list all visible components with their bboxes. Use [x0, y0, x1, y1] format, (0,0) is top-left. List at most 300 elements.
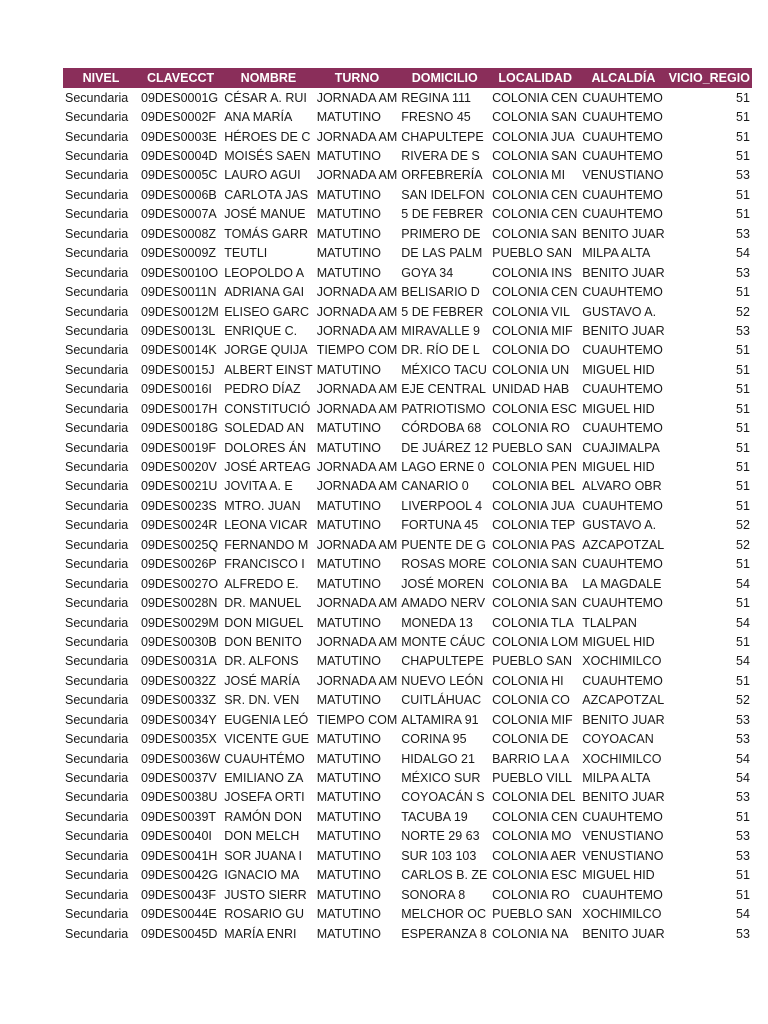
cell-turno[interactable]: MATUTINO — [316, 421, 382, 436]
cell-turno[interactable]: JORNADA AM — [316, 460, 398, 475]
cell-servicio-regional[interactable]: 51 — [736, 382, 750, 397]
cell-turno[interactable]: JORNADA AM — [316, 90, 398, 105]
cell-clavecct[interactable]: 09DES0016I — [141, 382, 212, 397]
cell-servicio-regional[interactable]: 53 — [736, 712, 750, 727]
cell-turno[interactable]: MATUTINO — [316, 187, 382, 202]
cell-nivel[interactable]: Secundaria — [65, 907, 129, 922]
cell-nombre[interactable]: SOLEDAD AN — [224, 421, 305, 436]
cell-domicilio[interactable]: MIRAVALLE 9 — [401, 323, 481, 338]
cell-alcaldia[interactable]: MIGUEL HID — [582, 401, 655, 416]
cell-turno[interactable]: JORNADA AM — [316, 304, 398, 319]
cell-turno[interactable]: MATUTINO — [316, 868, 382, 883]
cell-servicio-regional[interactable]: 51 — [736, 479, 750, 494]
cell-turno[interactable]: MATUTINO — [316, 498, 382, 513]
cell-clavecct[interactable]: 09DES0014K — [141, 343, 217, 358]
cell-clavecct[interactable]: 09DES0010O — [141, 265, 219, 280]
cell-localidad[interactable]: COLONIA TEP — [492, 518, 576, 533]
cell-clavecct[interactable]: 09DES0008Z — [141, 226, 217, 241]
cell-nombre[interactable]: HÉROES DE C — [224, 129, 311, 144]
cell-nivel[interactable]: Secundaria — [65, 323, 129, 338]
cell-servicio-regional[interactable]: 51 — [736, 110, 750, 125]
cell-localidad[interactable]: COLONIA SAN — [492, 557, 577, 572]
cell-nombre[interactable]: DR. ALFONS — [224, 654, 299, 669]
cell-alcaldia[interactable]: CUAUHTEMO — [582, 207, 663, 222]
cell-alcaldia[interactable]: COYOACAN — [582, 732, 654, 747]
cell-servicio-regional[interactable]: 51 — [736, 401, 750, 416]
cell-localidad[interactable]: COLONIA NA — [492, 926, 569, 941]
cell-localidad[interactable]: COLONIA RO — [492, 887, 570, 902]
cell-clavecct[interactable]: 09DES0023S — [141, 498, 217, 513]
cell-clavecct[interactable]: 09DES0035X — [141, 732, 217, 747]
column-header-domicilio[interactable]: DOMICILIO — [399, 68, 490, 88]
cell-nivel[interactable]: Secundaria — [65, 557, 129, 572]
cell-nivel[interactable]: Secundaria — [65, 732, 129, 747]
cell-servicio-regional[interactable]: 52 — [736, 518, 750, 533]
cell-alcaldia[interactable]: CUAUHTEMO — [582, 285, 663, 300]
cell-turno[interactable]: MATUTINO — [316, 246, 382, 261]
cell-clavecct[interactable]: 09DES0040I — [141, 829, 212, 844]
cell-localidad[interactable]: COLONIA CEN — [492, 285, 578, 300]
cell-servicio-regional[interactable]: 54 — [736, 751, 750, 766]
cell-clavecct[interactable]: 09DES0024R — [141, 518, 218, 533]
cell-alcaldia[interactable]: BENITO JUAR — [582, 712, 665, 727]
cell-nombre[interactable]: TOMÁS GARR — [224, 226, 309, 241]
cell-localidad[interactable]: COLONIA HI — [492, 673, 564, 688]
cell-turno[interactable]: MATUTINO — [316, 557, 382, 572]
cell-servicio-regional[interactable]: 52 — [736, 693, 750, 708]
cell-servicio-regional[interactable]: 51 — [736, 440, 750, 455]
cell-clavecct[interactable]: 09DES0042G — [141, 868, 219, 883]
cell-clavecct[interactable]: 09DES0044E — [141, 907, 217, 922]
cell-nombre[interactable]: MARÍA ENRI — [224, 926, 297, 941]
cell-domicilio[interactable]: MELCHOR OC — [401, 907, 486, 922]
cell-domicilio[interactable]: SUR 103 103 — [401, 848, 477, 863]
cell-alcaldia[interactable]: GUSTAVO A. — [582, 518, 657, 533]
cell-localidad[interactable]: COLONIA BEL — [492, 479, 575, 494]
cell-clavecct[interactable]: 09DES0001G — [141, 90, 219, 105]
cell-turno[interactable]: MATUTINO — [316, 751, 382, 766]
cell-servicio-regional[interactable]: 51 — [736, 809, 750, 824]
cell-alcaldia[interactable]: VENUSTIANO — [582, 829, 664, 844]
cell-domicilio[interactable]: BELISARIO D — [401, 285, 480, 300]
cell-nombre[interactable]: JOSÉ ARTEAG — [224, 460, 311, 475]
cell-servicio-regional[interactable]: 53 — [736, 265, 750, 280]
cell-domicilio[interactable]: COYOACÁN S — [401, 790, 485, 805]
cell-turno[interactable]: MATUTINO — [316, 809, 382, 824]
cell-clavecct[interactable]: 09DES0009Z — [141, 246, 217, 261]
cell-nivel[interactable]: Secundaria — [65, 576, 129, 591]
cell-nivel[interactable]: Secundaria — [65, 829, 129, 844]
cell-domicilio[interactable]: MONEDA 13 — [401, 615, 473, 630]
cell-alcaldia[interactable]: CUAUHTEMO — [582, 343, 663, 358]
cell-turno[interactable]: JORNADA AM — [316, 673, 398, 688]
cell-alcaldia[interactable]: ALVARO OBR — [582, 479, 662, 494]
cell-turno[interactable]: MATUTINO — [316, 693, 382, 708]
cell-turno[interactable]: MATUTINO — [316, 615, 382, 630]
cell-turno[interactable]: MATUTINO — [316, 207, 382, 222]
cell-nombre[interactable]: LEOPOLDO A — [224, 265, 305, 280]
cell-alcaldia[interactable]: BENITO JUAR — [582, 226, 665, 241]
column-header-nombre[interactable]: NOMBRE — [222, 68, 314, 88]
cell-nivel[interactable]: Secundaria — [65, 265, 129, 280]
cell-localidad[interactable]: COLONIA BA — [492, 576, 568, 591]
cell-turno[interactable]: JORNADA AM — [316, 382, 398, 397]
cell-localidad[interactable]: COLONIA MO — [492, 829, 572, 844]
cell-nombre[interactable]: DON BENITO — [224, 634, 302, 649]
cell-clavecct[interactable]: 09DES0030B — [141, 634, 217, 649]
cell-nivel[interactable]: Secundaria — [65, 440, 129, 455]
cell-clavecct[interactable]: 09DES0041H — [141, 848, 218, 863]
cell-localidad[interactable]: PUEBLO SAN — [492, 440, 572, 455]
cell-localidad[interactable]: COLONIA SAN — [492, 226, 577, 241]
cell-domicilio[interactable]: CHAPULTEPE — [401, 129, 484, 144]
cell-alcaldia[interactable]: CUAUHTEMO — [582, 90, 663, 105]
cell-alcaldia[interactable]: CUAUHTEMO — [582, 498, 663, 513]
cell-alcaldia[interactable]: CUAUHTEMO — [582, 187, 663, 202]
cell-domicilio[interactable]: REGINA 111 — [401, 90, 471, 105]
cell-alcaldia[interactable]: CUAUHTEMO — [582, 129, 663, 144]
cell-clavecct[interactable]: 09DES0006B — [141, 187, 217, 202]
cell-nombre[interactable]: EUGENIA LEÓ — [224, 712, 309, 727]
cell-domicilio[interactable]: ROSAS MORE — [401, 557, 487, 572]
cell-alcaldia[interactable]: XOCHIMILCO — [582, 907, 662, 922]
cell-domicilio[interactable]: DE LAS PALM — [401, 246, 483, 261]
cell-servicio-regional[interactable]: 53 — [736, 732, 750, 747]
cell-nivel[interactable]: Secundaria — [65, 634, 129, 649]
cell-domicilio[interactable]: CANARIO 0 — [401, 479, 469, 494]
cell-alcaldia[interactable]: BENITO JUAR — [582, 926, 665, 941]
cell-domicilio[interactable]: EJE CENTRAL — [401, 382, 487, 397]
cell-domicilio[interactable]: 5 DE FEBRER — [401, 207, 484, 222]
cell-clavecct[interactable]: 09DES0031A — [141, 654, 217, 669]
column-header-clavecct[interactable]: CLAVECCT — [139, 68, 222, 88]
cell-nombre[interactable]: DON MIGUEL — [224, 615, 304, 630]
cell-alcaldia[interactable]: MIGUEL HID — [582, 868, 655, 883]
cell-clavecct[interactable]: 09DES0013L — [141, 323, 216, 338]
cell-domicilio[interactable]: ALTAMIRA 91 — [401, 712, 479, 727]
cell-servicio-regional[interactable]: 51 — [736, 460, 750, 475]
cell-clavecct[interactable]: 09DES0011N — [141, 285, 217, 300]
cell-nombre[interactable]: CUAUHTÉMO — [224, 751, 305, 766]
cell-localidad[interactable]: COLONIA VIL — [492, 304, 570, 319]
cell-nombre[interactable]: DON MELCH — [224, 829, 300, 844]
cell-nombre[interactable]: CARLOTA JAS — [224, 187, 309, 202]
cell-nombre[interactable]: SOR JUANA I — [224, 848, 303, 863]
cell-alcaldia[interactable]: MIGUEL HID — [582, 634, 655, 649]
cell-localidad[interactable]: COLONIA CO — [492, 693, 570, 708]
cell-turno[interactable]: MATUTINO — [316, 829, 382, 844]
cell-nombre[interactable]: JOVITA A. E — [224, 479, 293, 494]
cell-nombre[interactable]: EMILIANO ZA — [224, 771, 304, 786]
cell-nombre[interactable]: ALBERT EINST — [224, 362, 313, 377]
cell-turno[interactable]: MATUTINO — [316, 518, 382, 533]
cell-localidad[interactable]: PUEBLO SAN — [492, 246, 572, 261]
cell-clavecct[interactable]: 09DES0015J — [141, 362, 215, 377]
cell-domicilio[interactable]: FORTUNA 45 — [401, 518, 479, 533]
cell-domicilio[interactable]: JOSÉ MOREN — [401, 576, 484, 591]
column-header-turno[interactable]: TURNO — [315, 68, 400, 88]
cell-clavecct[interactable]: 09DES0025Q — [141, 537, 219, 552]
cell-nivel[interactable]: Secundaria — [65, 537, 129, 552]
cell-localidad[interactable]: PUEBLO VILL — [492, 771, 573, 786]
cell-servicio-regional[interactable]: 51 — [736, 421, 750, 436]
cell-turno[interactable]: JORNADA AM — [316, 479, 398, 494]
cell-clavecct[interactable]: 09DES0020V — [141, 460, 217, 475]
cell-localidad[interactable]: COLONIA INS — [492, 265, 572, 280]
cell-nivel[interactable]: Secundaria — [65, 751, 129, 766]
cell-servicio-regional[interactable]: 51 — [736, 362, 750, 377]
cell-nivel[interactable]: Secundaria — [65, 168, 129, 183]
cell-clavecct[interactable]: 09DES0002F — [141, 110, 217, 125]
cell-servicio-regional[interactable]: 51 — [736, 90, 750, 105]
cell-alcaldia[interactable]: XOCHIMILCO — [582, 654, 662, 669]
cell-alcaldia[interactable]: VENUSTIANO — [582, 848, 664, 863]
cell-nombre[interactable]: DOLORES ÁN — [224, 440, 307, 455]
cell-nivel[interactable]: Secundaria — [65, 693, 129, 708]
cell-localidad[interactable]: COLONIA CEN — [492, 90, 578, 105]
cell-servicio-regional[interactable]: 51 — [736, 596, 750, 611]
cell-domicilio[interactable]: LIVERPOOL 4 — [401, 498, 483, 513]
cell-localidad[interactable]: PUEBLO SAN — [492, 654, 572, 669]
cell-localidad[interactable]: COLONIA CEN — [492, 187, 578, 202]
cell-turno[interactable]: MATUTINO — [316, 732, 382, 747]
cell-nivel[interactable]: Secundaria — [65, 771, 129, 786]
cell-domicilio[interactable]: LAGO ERNE 0 — [401, 460, 485, 475]
cell-nivel[interactable]: Secundaria — [65, 498, 129, 513]
cell-clavecct[interactable]: 09DES0043F — [141, 887, 217, 902]
cell-nivel[interactable]: Secundaria — [65, 343, 129, 358]
cell-localidad[interactable]: COLONIA TLA — [492, 615, 574, 630]
cell-nombre[interactable]: IGNACIO MA — [224, 868, 300, 883]
cell-localidad[interactable]: COLONIA PEN — [492, 460, 577, 475]
cell-turno[interactable]: JORNADA AM — [316, 129, 398, 144]
cell-nivel[interactable]: Secundaria — [65, 129, 129, 144]
cell-nivel[interactable]: Secundaria — [65, 848, 129, 863]
cell-turno[interactable]: MATUTINO — [316, 265, 382, 280]
cell-turno[interactable]: JORNADA AM — [316, 634, 398, 649]
cell-localidad[interactable]: COLONIA AER — [492, 848, 577, 863]
cell-clavecct[interactable]: 09DES0037V — [141, 771, 217, 786]
cell-servicio-regional[interactable]: 51 — [736, 187, 750, 202]
column-header-localidad[interactable]: LOCALIDAD — [490, 68, 580, 88]
cell-nivel[interactable]: Secundaria — [65, 712, 129, 727]
cell-localidad[interactable]: COLONIA LOM — [492, 634, 579, 649]
cell-alcaldia[interactable]: XOCHIMILCO — [582, 751, 662, 766]
cell-alcaldia[interactable]: MILPA ALTA — [582, 771, 651, 786]
cell-localidad[interactable]: COLONIA DE — [492, 732, 569, 747]
cell-domicilio[interactable]: CHAPULTEPE — [401, 654, 484, 669]
cell-turno[interactable]: MATUTINO — [316, 110, 382, 125]
cell-turno[interactable]: MATUTINO — [316, 887, 382, 902]
cell-nombre[interactable]: MOISÉS SAEN — [224, 149, 311, 164]
cell-nombre[interactable]: CÉSAR A. RUI — [224, 90, 307, 105]
cell-nivel[interactable]: Secundaria — [65, 518, 129, 533]
cell-nombre[interactable]: PEDRO DÍAZ — [224, 382, 301, 397]
cell-nivel[interactable]: Secundaria — [65, 596, 129, 611]
cell-localidad[interactable]: COLONIA CEN — [492, 809, 578, 824]
cell-servicio-regional[interactable]: 53 — [736, 829, 750, 844]
cell-servicio-regional[interactable]: 51 — [736, 634, 750, 649]
cell-servicio-regional[interactable]: 51 — [736, 557, 750, 572]
cell-servicio-regional[interactable]: 51 — [736, 207, 750, 222]
cell-clavecct[interactable]: 09DES0034Y — [141, 712, 217, 727]
cell-alcaldia[interactable]: CUAUHTEMO — [582, 809, 663, 824]
column-header-servicio-regional[interactable]: VICIO_REGIO — [667, 68, 752, 88]
cell-alcaldia[interactable]: CUAUHTEMO — [582, 596, 663, 611]
cell-servicio-regional[interactable]: 51 — [736, 887, 750, 902]
cell-localidad[interactable]: COLONIA SAN — [492, 110, 577, 125]
cell-domicilio[interactable]: CÓRDOBA 68 — [401, 421, 482, 436]
cell-turno[interactable]: MATUTINO — [316, 362, 382, 377]
cell-servicio-regional[interactable]: 54 — [736, 654, 750, 669]
cell-servicio-regional[interactable]: 51 — [736, 868, 750, 883]
cell-domicilio[interactable]: DR. RÍO DE L — [401, 343, 480, 358]
cell-alcaldia[interactable]: GUSTAVO A. — [582, 304, 657, 319]
cell-clavecct[interactable]: 09DES0018G — [141, 421, 219, 436]
cell-clavecct[interactable]: 09DES0012M — [141, 304, 219, 319]
cell-localidad[interactable]: COLONIA MI — [492, 168, 566, 183]
cell-alcaldia[interactable]: BENITO JUAR — [582, 790, 665, 805]
cell-nivel[interactable]: Secundaria — [65, 421, 129, 436]
cell-alcaldia[interactable]: VENUSTIANO — [582, 168, 664, 183]
cell-clavecct[interactable]: 09DES0027O — [141, 576, 219, 591]
cell-nombre[interactable]: RAMÓN DON — [224, 809, 302, 824]
cell-nivel[interactable]: Secundaria — [65, 460, 129, 475]
cell-servicio-regional[interactable]: 51 — [736, 498, 750, 513]
cell-domicilio[interactable]: SAN IDELFON — [401, 187, 485, 202]
cell-domicilio[interactable]: PUENTE DE G — [401, 537, 487, 552]
cell-nombre[interactable]: ENRIQUE C. — [224, 323, 298, 338]
cell-nivel[interactable]: Secundaria — [65, 868, 129, 883]
cell-localidad[interactable]: COLONIA UN — [492, 362, 570, 377]
cell-localidad[interactable]: COLONIA SAN — [492, 596, 577, 611]
cell-nivel[interactable]: Secundaria — [65, 207, 129, 222]
cell-alcaldia[interactable]: CUAUHTEMO — [582, 382, 663, 397]
cell-nombre[interactable]: JUSTO SIERR — [224, 887, 307, 902]
cell-servicio-regional[interactable]: 51 — [736, 129, 750, 144]
cell-clavecct[interactable]: 09DES0033Z — [141, 693, 217, 708]
cell-clavecct[interactable]: 09DES0017H — [141, 401, 218, 416]
cell-domicilio[interactable]: 5 DE FEBRER — [401, 304, 484, 319]
cell-alcaldia[interactable]: CUAUHTEMO — [582, 673, 663, 688]
cell-nombre[interactable]: ANA MARÍA — [224, 110, 293, 125]
cell-localidad[interactable]: BARRIO LA A — [492, 751, 570, 766]
cell-nombre[interactable]: VICENTE GUE — [224, 732, 309, 747]
cell-turno[interactable]: MATUTINO — [316, 149, 382, 164]
cell-nombre[interactable]: LAURO AGUI — [224, 168, 301, 183]
cell-nivel[interactable]: Secundaria — [65, 304, 129, 319]
cell-alcaldia[interactable]: CUAUHTEMO — [582, 110, 663, 125]
cell-nivel[interactable]: Secundaria — [65, 926, 129, 941]
cell-nombre[interactable]: ELISEO GARC — [224, 304, 309, 319]
cell-alcaldia[interactable]: TLALPAN — [582, 615, 637, 630]
cell-nivel[interactable]: Secundaria — [65, 285, 129, 300]
cell-turno[interactable]: MATUTINO — [316, 226, 382, 241]
cell-nombre[interactable]: JORGE QUIJA — [224, 343, 308, 358]
cell-nombre[interactable]: JOSÉ MANUE — [224, 207, 306, 222]
cell-alcaldia[interactable]: BENITO JUAR — [582, 323, 665, 338]
cell-nombre[interactable]: ROSARIO GU — [224, 907, 305, 922]
cell-alcaldia[interactable]: CUAUHTEMO — [582, 149, 663, 164]
cell-servicio-regional[interactable]: 54 — [736, 771, 750, 786]
cell-alcaldia[interactable]: MILPA ALTA — [582, 246, 651, 261]
cell-nombre[interactable]: DR. MANUEL — [224, 596, 302, 611]
cell-servicio-regional[interactable]: 53 — [736, 226, 750, 241]
cell-clavecct[interactable]: 09DES0032Z — [141, 673, 217, 688]
cell-domicilio[interactable]: MÉXICO TACU — [401, 362, 487, 377]
cell-turno[interactable]: TIEMPO COM — [316, 343, 398, 358]
cell-nivel[interactable]: Secundaria — [65, 90, 129, 105]
cell-domicilio[interactable]: RIVERA DE S — [401, 149, 480, 164]
cell-alcaldia[interactable]: LA MAGDALE — [582, 576, 662, 591]
cell-servicio-regional[interactable]: 51 — [736, 285, 750, 300]
cell-localidad[interactable]: COLONIA ESC — [492, 401, 577, 416]
cell-servicio-regional[interactable]: 51 — [736, 149, 750, 164]
cell-turno[interactable]: JORNADA AM — [316, 537, 398, 552]
cell-nivel[interactable]: Secundaria — [65, 187, 129, 202]
cell-clavecct[interactable]: 09DES0029M — [141, 615, 219, 630]
cell-nivel[interactable]: Secundaria — [65, 654, 129, 669]
cell-turno[interactable]: MATUTINO — [316, 440, 382, 455]
cell-nivel[interactable]: Secundaria — [65, 479, 129, 494]
cell-domicilio[interactable]: PATRIOTISMO — [401, 401, 486, 416]
cell-localidad[interactable]: UNIDAD HAB — [492, 382, 570, 397]
cell-localidad[interactable]: COLONIA DEL — [492, 790, 576, 805]
cell-servicio-regional[interactable]: 53 — [736, 168, 750, 183]
cell-turno[interactable]: JORNADA AM — [316, 168, 398, 183]
cell-domicilio[interactable]: HIDALGO 21 — [401, 751, 475, 766]
cell-servicio-regional[interactable]: 54 — [736, 576, 750, 591]
cell-domicilio[interactable]: PRIMERO DE — [401, 226, 481, 241]
cell-localidad[interactable]: COLONIA MIF — [492, 712, 573, 727]
cell-nivel[interactable]: Secundaria — [65, 362, 129, 377]
cell-nivel[interactable]: Secundaria — [65, 110, 129, 125]
cell-nivel[interactable]: Secundaria — [65, 226, 129, 241]
cell-domicilio[interactable]: AMADO NERV — [401, 596, 486, 611]
cell-domicilio[interactable]: CUITLÁHUAC — [401, 693, 482, 708]
cell-nivel[interactable]: Secundaria — [65, 887, 129, 902]
cell-clavecct[interactable]: 09DES0038U — [141, 790, 218, 805]
cell-turno[interactable]: JORNADA AM — [316, 401, 398, 416]
cell-nivel[interactable]: Secundaria — [65, 809, 129, 824]
cell-clavecct[interactable]: 09DES0004D — [141, 149, 218, 164]
cell-turno[interactable]: JORNADA AM — [316, 596, 398, 611]
cell-localidad[interactable]: COLONIA MIF — [492, 323, 573, 338]
cell-domicilio[interactable]: CORINA 95 — [401, 732, 467, 747]
cell-nivel[interactable]: Secundaria — [65, 790, 129, 805]
cell-turno[interactable]: JORNADA AM — [316, 323, 398, 338]
cell-nombre[interactable]: ADRIANA GAI — [224, 285, 305, 300]
cell-alcaldia[interactable]: MIGUEL HID — [582, 362, 655, 377]
cell-servicio-regional[interactable]: 52 — [736, 304, 750, 319]
cell-servicio-regional[interactable]: 53 — [736, 926, 750, 941]
cell-servicio-regional[interactable]: 54 — [736, 615, 750, 630]
cell-clavecct[interactable]: 09DES0021U — [141, 479, 218, 494]
cell-nombre[interactable]: MTRO. JUAN — [224, 498, 301, 513]
cell-turno[interactable]: MATUTINO — [316, 926, 382, 941]
cell-nombre[interactable]: JOSEFA ORTI — [224, 790, 305, 805]
cell-turno[interactable]: MATUTINO — [316, 907, 382, 922]
cell-domicilio[interactable]: TACUBA 19 — [401, 809, 468, 824]
cell-nivel[interactable]: Secundaria — [65, 401, 129, 416]
cell-localidad[interactable]: PUEBLO SAN — [492, 907, 572, 922]
cell-nivel[interactable]: Secundaria — [65, 615, 129, 630]
cell-domicilio[interactable]: DE JUÁREZ 12 — [401, 440, 489, 455]
cell-turno[interactable]: MATUTINO — [316, 654, 382, 669]
cell-domicilio[interactable]: GOYA 34 — [401, 265, 454, 280]
cell-alcaldia[interactable]: CUAJIMALPA — [582, 440, 660, 455]
cell-localidad[interactable]: COLONIA JUA — [492, 129, 575, 144]
